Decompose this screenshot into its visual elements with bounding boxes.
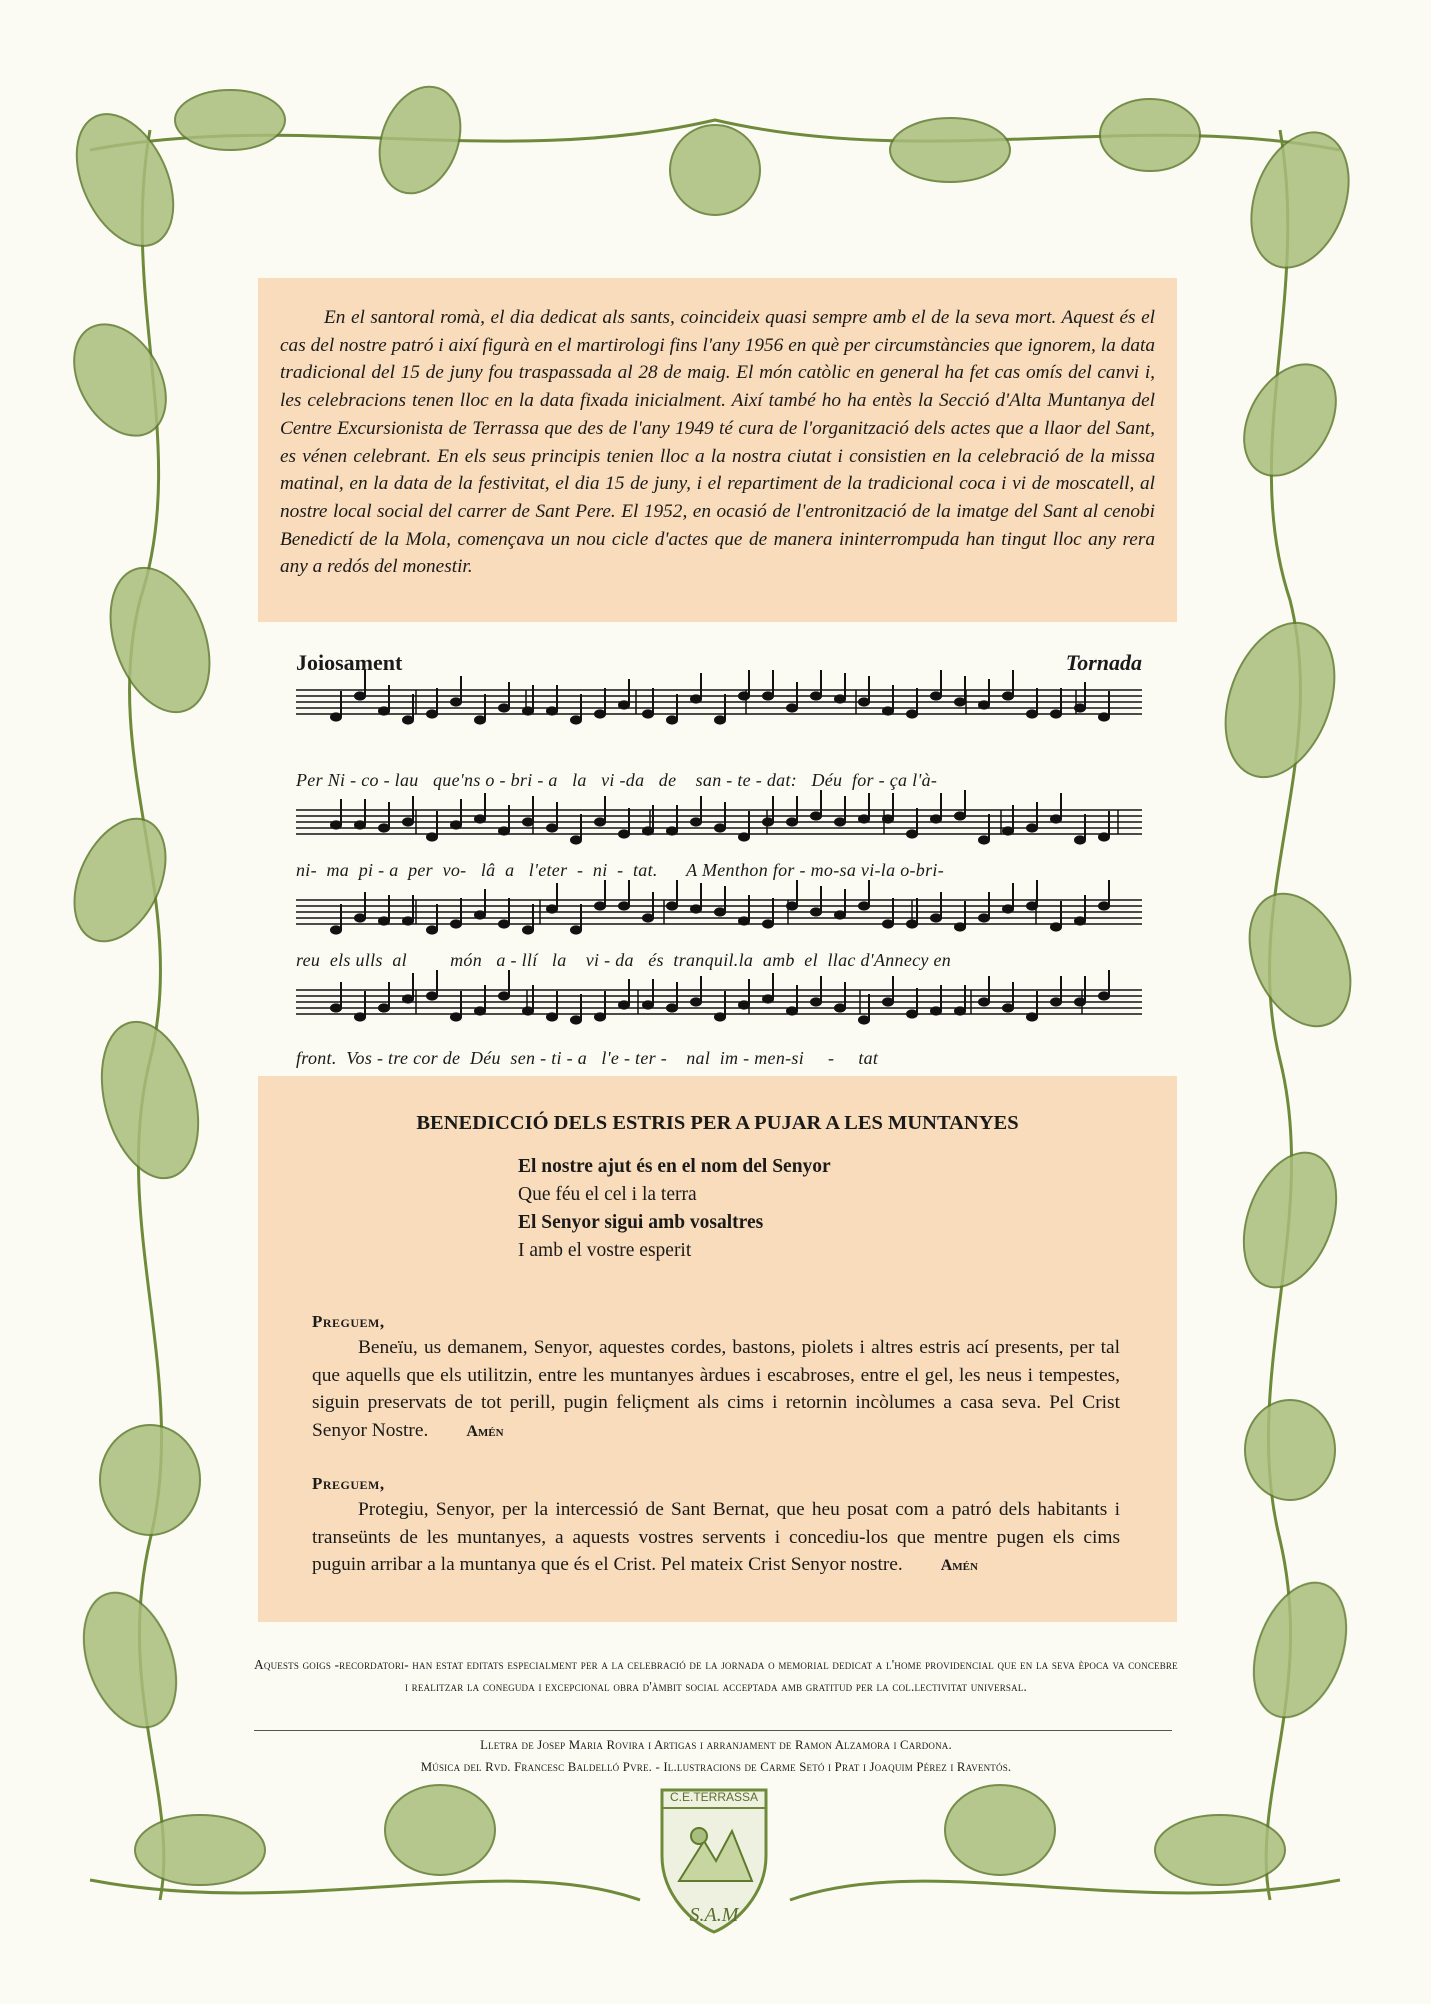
leaf-icon xyxy=(1237,1570,1364,1730)
note-head xyxy=(547,824,557,831)
note-head xyxy=(1051,710,1061,717)
note-head xyxy=(547,1013,557,1020)
note-head xyxy=(667,827,677,834)
leaf-icon xyxy=(1230,878,1371,1043)
leaf-icon xyxy=(135,1815,265,1885)
lyric-line: ni- ma pi - a per vo- lâ a l'eter - ni - tat. A Menthon for - mo-sa vi-la o-bri- xyxy=(296,860,944,880)
note-head xyxy=(523,1007,533,1014)
note-head xyxy=(667,902,677,909)
music-score xyxy=(296,650,1142,1070)
note-head xyxy=(979,998,989,1005)
note-head xyxy=(475,1007,485,1014)
note-head xyxy=(379,707,389,714)
note-head xyxy=(715,824,725,831)
note-head xyxy=(403,917,413,924)
note-head xyxy=(955,923,965,930)
note-head xyxy=(523,926,533,933)
note-head xyxy=(1003,1004,1013,1011)
note-head xyxy=(1099,902,1109,909)
emblem-bottom-text: S.A.M xyxy=(689,1904,739,1926)
leaf-icon xyxy=(57,99,192,261)
note-head xyxy=(763,920,773,927)
prayer-text xyxy=(312,1496,1120,1580)
note-head xyxy=(595,710,605,717)
note-head xyxy=(643,827,653,834)
note-head xyxy=(643,710,653,717)
top-vine xyxy=(90,120,1340,150)
note-head xyxy=(331,713,341,720)
note-head xyxy=(595,818,605,825)
leaf-icon xyxy=(1227,1140,1354,1300)
leaf-icon xyxy=(1155,1815,1285,1885)
note-head xyxy=(451,1013,461,1020)
note-head xyxy=(859,698,869,705)
note-head xyxy=(1099,833,1109,840)
note-head xyxy=(1051,923,1061,930)
leaf-icon xyxy=(945,1785,1055,1875)
leaf-icon xyxy=(92,554,228,726)
tempo-label: Joiosament xyxy=(296,650,403,675)
note-head xyxy=(931,914,941,921)
note-head xyxy=(979,701,989,708)
note-head xyxy=(571,836,581,843)
note-head xyxy=(907,830,917,837)
response: I amb el vostre esperit xyxy=(518,1240,692,1261)
versicle: El Senyor sigui amb vosaltres xyxy=(518,1212,764,1233)
note-head xyxy=(931,1007,941,1014)
note-head xyxy=(619,1001,629,1008)
flower-icon xyxy=(670,125,760,215)
leaf-icon xyxy=(385,1785,495,1875)
leaf-icon xyxy=(86,1011,214,1189)
note-head xyxy=(763,818,773,825)
note-head xyxy=(1027,1013,1037,1020)
note-head xyxy=(427,992,437,999)
credit-line: Música del Rvd. Francesc Baldelló Pvre. - Il.lustracions de Carme Setó i Prat i Joaquim Pérez i Raventós. xyxy=(420,1760,1012,1774)
divider xyxy=(254,1730,1172,1731)
note-head xyxy=(475,911,485,918)
leaf-icon xyxy=(1234,119,1366,281)
note-head xyxy=(403,818,413,825)
note-head xyxy=(763,995,773,1002)
leaf-icon xyxy=(890,118,1010,182)
intro-text: En el santoral romà, el dia dedicat als sants, coincideix quasi sempre amb el de la seva mort. Aquest és el cas del nostre patró i així figurà en el martirologi fins l'any 1956 en què per circumstàncies que ignorem, la data tradicional del 15 de juny fou traspassada al 28 de maig. El món catòlic en general ha fet cas omís del canvi i, les celebracions tenen lloc en la data fixada inicialment. Així també ho ha entès la Secció d'Alta Muntanya del Centre Excursionista de Terrassa que des de l'any 1949 té cura de l'organització dels actes que a llaor del Sant, es vénen celebrant. En els seus principis tenien lloc a la nostra ciutat i consistien en la celebració de la missa matinal, en la data de la festivitat, el dia 15 de juny, i el repartiment de la tradicional coca i vi de moscatell, al nostre local social del carrer de Sant Pere. El 1952, en ocasió de l'entronització de la imatge del Sant al cenobi Benedictí de la Mola, començava un nou cicle d'actes que de manera ininterrompuda han tingut lloc any rera any a redós del monestir. xyxy=(280,307,1155,578)
note-head xyxy=(859,902,869,909)
emblem-top-text: C.E.TERRASSA xyxy=(669,1790,759,1804)
note-head xyxy=(763,692,773,699)
note-head xyxy=(427,833,437,840)
prayer-text xyxy=(312,1334,1120,1445)
note-head xyxy=(835,818,845,825)
leaf-icon xyxy=(1206,608,1355,793)
note-head xyxy=(571,1016,581,1023)
note-head xyxy=(355,914,365,921)
note-head xyxy=(835,911,845,918)
credit-line: Lletra de Josep Maria Rovira i Artigas i arranjament de Ramon Alzamora i Cardona. xyxy=(480,1738,952,1752)
note-head xyxy=(739,833,749,840)
club-emblem xyxy=(654,1786,774,1936)
note-head xyxy=(475,815,485,822)
credits-note: Aquests goigs -recordatori- han estat editats especialment per a la celebració de la jornada o memorial dedicat a l'home providencial que en la seva època va concebre i realitzar la coneguda i excepcional obra d'àmbit social acceptada amb gratitud per la col.lectivitat universal. xyxy=(254,1657,1178,1694)
leaf-icon xyxy=(56,804,183,956)
note-head xyxy=(787,704,797,711)
note-head xyxy=(979,836,989,843)
note-head xyxy=(811,812,821,819)
note-head xyxy=(811,908,821,915)
leaf-icon xyxy=(1100,99,1200,171)
note-head xyxy=(955,1007,965,1014)
prayer-heading: Preguem, xyxy=(312,1474,385,1493)
note-head xyxy=(379,824,389,831)
note-head xyxy=(667,1004,677,1011)
leaf-icon xyxy=(55,308,184,452)
note-head xyxy=(979,914,989,921)
lyric-line: reu els ulls al món a - llí la vi - da és tranquil.la amb el llac d'Annecy en xyxy=(296,950,952,970)
leaf-icon xyxy=(365,75,474,204)
intro-panel xyxy=(258,278,1177,622)
amen-label: Amén xyxy=(466,1422,504,1440)
versicle: El nostre ajut és en el nom del Senyor xyxy=(518,1156,831,1177)
note-head xyxy=(355,1013,365,1020)
note-head xyxy=(619,830,629,837)
note-head xyxy=(499,827,509,834)
note-head xyxy=(403,716,413,723)
note-head xyxy=(1027,824,1037,831)
note-head xyxy=(595,1013,605,1020)
note-head xyxy=(1075,998,1085,1005)
note-head xyxy=(499,920,509,927)
note-head xyxy=(355,692,365,699)
leaf-icon xyxy=(1225,348,1354,492)
note-head xyxy=(691,695,701,702)
note-head xyxy=(907,920,917,927)
note-head xyxy=(1003,905,1013,912)
note-head xyxy=(595,902,605,909)
prayer-heading: Preguem, xyxy=(312,1312,385,1331)
note-head xyxy=(331,1004,341,1011)
note-head xyxy=(739,917,749,924)
note-head xyxy=(1075,836,1085,843)
note-head xyxy=(379,1004,389,1011)
section-label: Tornada xyxy=(1065,650,1142,675)
note-head xyxy=(379,917,389,924)
note-head xyxy=(1075,917,1085,924)
left-vine xyxy=(129,130,163,1900)
note-head xyxy=(715,1013,725,1020)
flower-icon xyxy=(1245,1400,1335,1500)
blessing-title: BENEDICCIÓ DELS ESTRIS PER A PUJAR A LES MUNTANYES xyxy=(416,1112,1019,1134)
note-head xyxy=(619,902,629,909)
note-head xyxy=(523,818,533,825)
note-head xyxy=(1075,704,1085,711)
note-head xyxy=(1003,827,1013,834)
note-head xyxy=(907,710,917,717)
note-head xyxy=(523,707,533,714)
note-head xyxy=(715,716,725,723)
leaf-icon xyxy=(175,90,285,150)
lyric-line: Per Ni - co - lau que'ns o - bri - a la vi -da de san - te - dat: Déu for - ça l'à- xyxy=(296,770,938,790)
note-head xyxy=(739,1001,749,1008)
note-head xyxy=(883,920,893,927)
note-head xyxy=(811,692,821,699)
note-head xyxy=(643,1001,653,1008)
note-head xyxy=(499,704,509,711)
note-head xyxy=(787,818,797,825)
note-head xyxy=(739,692,749,699)
note-head xyxy=(787,1007,797,1014)
note-head xyxy=(355,821,365,828)
blessing-panel xyxy=(258,1076,1177,1622)
note-head xyxy=(451,821,461,828)
note-head xyxy=(667,716,677,723)
note-head xyxy=(811,998,821,1005)
note-head xyxy=(835,695,845,702)
note-head xyxy=(1003,692,1013,699)
prayer-body: Beneïu, us demanem, Senyor, aquestes cordes, bastons, piolets i altres estris ací presents, per tal que aquells que els utilitzin, entre les muntanyes àrdues i escabroses, entre el gel, les neus i tempestes, siguin preservats de tot perill, pugin feliçment als cims i retornin incòlumes a casa seva. Pel Crist Senyor Nostre. xyxy=(312,1337,1120,1441)
note-head xyxy=(715,908,725,915)
note-head xyxy=(451,920,461,927)
note-head xyxy=(883,707,893,714)
note-head xyxy=(475,716,485,723)
note-head xyxy=(643,914,653,921)
note-head xyxy=(1027,902,1037,909)
response: Que féu el cel i la terra xyxy=(518,1184,697,1205)
note-head xyxy=(571,716,581,723)
note-head xyxy=(619,701,629,708)
prayer-body: Protegiu, Senyor, per la intercessió de Sant Bernat, que heu posat com a patró dels habitants i transeünts de les muntanyes, a aquests vostres servents i concediu-los que mentre pugen els cims puguin arribar a la muntanya que és el Crist. Pel mateix Crist Senyor nostre. xyxy=(312,1499,1120,1576)
note-head xyxy=(883,815,893,822)
leaf-icon xyxy=(67,1580,194,1740)
note-head xyxy=(571,926,581,933)
note-head xyxy=(427,926,437,933)
note-head xyxy=(427,710,437,717)
note-head xyxy=(907,1010,917,1017)
lyric-line: front. Vos - tre cor de Déu sen - ti - a l'e - ter - nal im - men-si - tat xyxy=(296,1048,879,1068)
note-head xyxy=(547,707,557,714)
note-head xyxy=(931,692,941,699)
flower-icon xyxy=(100,1425,200,1535)
note-head xyxy=(691,905,701,912)
note-head xyxy=(883,998,893,1005)
note-head xyxy=(691,998,701,1005)
note-head xyxy=(955,698,965,705)
note-head xyxy=(1051,998,1061,1005)
note-head xyxy=(331,926,341,933)
amen-label: Amén xyxy=(940,1557,978,1575)
note-head xyxy=(499,992,509,999)
note-head xyxy=(955,812,965,819)
note-head xyxy=(835,1004,845,1011)
note-head xyxy=(691,818,701,825)
note-head xyxy=(931,815,941,822)
note-head xyxy=(547,905,557,912)
note-head xyxy=(859,815,869,822)
note-head xyxy=(331,821,341,828)
note-head xyxy=(403,995,413,1002)
note-head xyxy=(1099,992,1109,999)
note-head xyxy=(787,902,797,909)
note-head xyxy=(1051,815,1061,822)
note-head xyxy=(1027,710,1037,717)
right-vine xyxy=(1266,130,1300,1900)
note-head xyxy=(859,1016,869,1023)
note-head xyxy=(1099,713,1109,720)
note-head xyxy=(451,698,461,705)
